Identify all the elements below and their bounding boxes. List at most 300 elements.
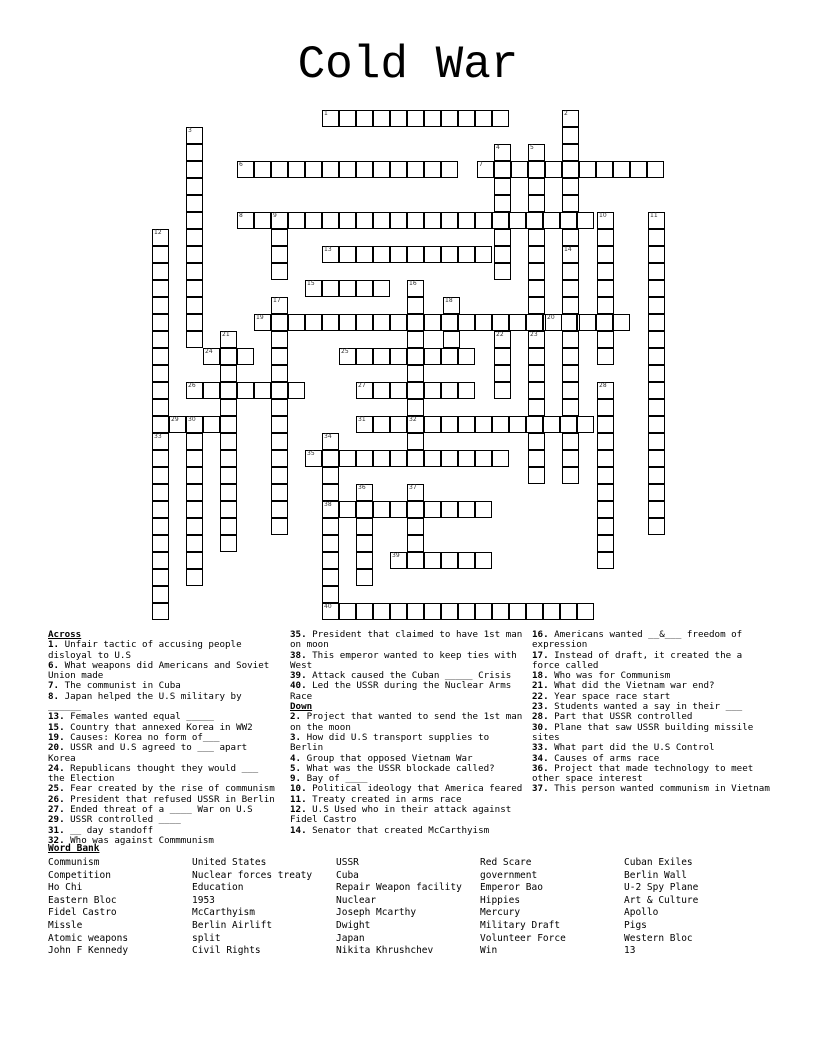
grid-cell[interactable]: [271, 229, 288, 246]
grid-cell[interactable]: [220, 450, 237, 467]
grid-cell[interactable]: [271, 501, 288, 518]
grid-cell[interactable]: [356, 314, 373, 331]
grid-cell[interactable]: [237, 212, 254, 229]
grid-cell[interactable]: [254, 314, 271, 331]
grid-cell[interactable]: [543, 212, 560, 229]
grid-cell[interactable]: [648, 297, 665, 314]
grid-cell[interactable]: [322, 518, 339, 535]
grid-cell[interactable]: [356, 484, 373, 501]
grid-cell[interactable]: [305, 161, 322, 178]
grid-cell[interactable]: [597, 399, 614, 416]
grid-cell[interactable]: [186, 161, 203, 178]
grid-cell[interactable]: [648, 450, 665, 467]
grid-cell[interactable]: [186, 501, 203, 518]
grid-cell[interactable]: [373, 314, 390, 331]
grid-cell[interactable]: [373, 501, 390, 518]
grid-cell[interactable]: [475, 552, 492, 569]
grid-cell[interactable]: [373, 450, 390, 467]
grid-cell[interactable]: [339, 110, 356, 127]
grid-cell[interactable]: [562, 161, 579, 178]
grid-cell[interactable]: [528, 382, 545, 399]
grid-cell[interactable]: [271, 399, 288, 416]
grid-cell[interactable]: [339, 280, 356, 297]
grid-cell[interactable]: [407, 382, 424, 399]
grid-cell[interactable]: [407, 348, 424, 365]
grid-cell[interactable]: [424, 501, 441, 518]
grid-cell[interactable]: [271, 348, 288, 365]
grid-cell[interactable]: [528, 246, 545, 263]
grid-cell[interactable]: [648, 246, 665, 263]
grid-cell[interactable]: [528, 450, 545, 467]
grid-cell[interactable]: [528, 280, 545, 297]
grid-cell[interactable]: [390, 348, 407, 365]
grid-cell[interactable]: [339, 246, 356, 263]
grid-cell[interactable]: [339, 450, 356, 467]
grid-cell[interactable]: [441, 161, 458, 178]
grid-cell[interactable]: [322, 569, 339, 586]
grid-cell[interactable]: [562, 348, 579, 365]
grid-cell[interactable]: [271, 212, 288, 229]
grid-cell[interactable]: [509, 603, 526, 620]
grid-cell[interactable]: [254, 161, 271, 178]
grid-cell[interactable]: [339, 501, 356, 518]
grid-cell[interactable]: [458, 246, 475, 263]
grid-cell[interactable]: [390, 450, 407, 467]
grid-cell[interactable]: [597, 501, 614, 518]
grid-cell[interactable]: [271, 484, 288, 501]
grid-cell[interactable]: [407, 535, 424, 552]
grid-cell[interactable]: [494, 348, 511, 365]
grid-cell[interactable]: [424, 212, 441, 229]
grid-cell[interactable]: [424, 416, 441, 433]
grid-cell[interactable]: [543, 416, 560, 433]
grid-cell[interactable]: [322, 535, 339, 552]
grid-cell[interactable]: [562, 178, 579, 195]
grid-cell[interactable]: [186, 535, 203, 552]
grid-cell[interactable]: [579, 314, 596, 331]
grid-cell[interactable]: [424, 314, 441, 331]
grid-cell[interactable]: [562, 110, 579, 127]
grid-cell[interactable]: [492, 416, 509, 433]
grid-cell[interactable]: [597, 229, 614, 246]
grid-cell[interactable]: [597, 535, 614, 552]
grid-cell[interactable]: [356, 161, 373, 178]
grid-cell[interactable]: [271, 297, 288, 314]
grid-cell[interactable]: [458, 450, 475, 467]
grid-cell[interactable]: [528, 161, 545, 178]
grid-cell[interactable]: [648, 263, 665, 280]
grid-cell[interactable]: [305, 280, 322, 297]
grid-cell[interactable]: [356, 348, 373, 365]
grid-cell[interactable]: [577, 212, 594, 229]
grid-cell[interactable]: [492, 450, 509, 467]
grid-cell[interactable]: [322, 246, 339, 263]
grid-cell[interactable]: [220, 433, 237, 450]
grid-cell[interactable]: [596, 161, 613, 178]
grid-cell[interactable]: [152, 433, 169, 450]
grid-cell[interactable]: [271, 365, 288, 382]
grid-cell[interactable]: [441, 416, 458, 433]
grid-cell[interactable]: [526, 603, 543, 620]
grid-cell[interactable]: [305, 450, 322, 467]
grid-cell[interactable]: [407, 552, 424, 569]
grid-cell[interactable]: [441, 212, 458, 229]
grid-cell[interactable]: [648, 484, 665, 501]
grid-cell[interactable]: [322, 314, 339, 331]
grid-cell[interactable]: [186, 467, 203, 484]
grid-cell[interactable]: [407, 484, 424, 501]
grid-cell[interactable]: [424, 450, 441, 467]
grid-cell[interactable]: [597, 450, 614, 467]
grid-cell[interactable]: [373, 348, 390, 365]
grid-cell[interactable]: [186, 450, 203, 467]
grid-cell[interactable]: [169, 416, 186, 433]
grid-cell[interactable]: [492, 212, 509, 229]
grid-cell[interactable]: [322, 603, 339, 620]
grid-cell[interactable]: [458, 212, 475, 229]
grid-cell[interactable]: [322, 467, 339, 484]
grid-cell[interactable]: [356, 416, 373, 433]
grid-cell[interactable]: [254, 212, 271, 229]
grid-cell[interactable]: [407, 331, 424, 348]
grid-cell[interactable]: [597, 518, 614, 535]
grid-cell[interactable]: [562, 246, 579, 263]
grid-cell[interactable]: [356, 552, 373, 569]
grid-cell[interactable]: [528, 263, 545, 280]
grid-cell[interactable]: [494, 195, 511, 212]
grid-cell[interactable]: [441, 382, 458, 399]
grid-cell[interactable]: [186, 314, 203, 331]
grid-cell[interactable]: [339, 603, 356, 620]
grid-cell[interactable]: [152, 314, 169, 331]
grid-cell[interactable]: [526, 314, 543, 331]
grid-cell[interactable]: [322, 450, 339, 467]
grid-cell[interactable]: [288, 314, 305, 331]
grid-cell[interactable]: [458, 348, 475, 365]
grid-cell[interactable]: [475, 416, 492, 433]
grid-cell[interactable]: [152, 450, 169, 467]
grid-cell[interactable]: [373, 382, 390, 399]
grid-cell[interactable]: [220, 382, 237, 399]
grid-cell[interactable]: [356, 450, 373, 467]
grid-cell[interactable]: [562, 399, 579, 416]
grid-cell[interactable]: [579, 161, 596, 178]
grid-cell[interactable]: [424, 110, 441, 127]
grid-cell[interactable]: [322, 501, 339, 518]
grid-cell[interactable]: [424, 552, 441, 569]
grid-cell[interactable]: [152, 569, 169, 586]
grid-cell[interactable]: [441, 450, 458, 467]
grid-cell[interactable]: [186, 416, 203, 433]
grid-cell[interactable]: [597, 348, 614, 365]
grid-cell[interactable]: [475, 110, 492, 127]
grid-cell[interactable]: [647, 161, 664, 178]
grid-cell[interactable]: [407, 399, 424, 416]
grid-cell[interactable]: [322, 280, 339, 297]
grid-cell[interactable]: [203, 382, 220, 399]
grid-cell[interactable]: [477, 161, 494, 178]
grid-cell[interactable]: [356, 501, 373, 518]
grid-cell[interactable]: [271, 518, 288, 535]
grid-cell[interactable]: [648, 212, 665, 229]
grid-cell[interactable]: [424, 246, 441, 263]
grid-cell[interactable]: [407, 212, 424, 229]
grid-cell[interactable]: [441, 501, 458, 518]
grid-cell[interactable]: [186, 212, 203, 229]
grid-cell[interactable]: [186, 552, 203, 569]
grid-cell[interactable]: [475, 246, 492, 263]
grid-cell[interactable]: [390, 416, 407, 433]
grid-cell[interactable]: [545, 314, 562, 331]
grid-cell[interactable]: [186, 195, 203, 212]
grid-cell[interactable]: [648, 399, 665, 416]
grid-cell[interactable]: [186, 144, 203, 161]
grid-cell[interactable]: [528, 348, 545, 365]
grid-cell[interactable]: [390, 212, 407, 229]
grid-cell[interactable]: [373, 246, 390, 263]
grid-cell[interactable]: [494, 246, 511, 263]
grid-cell[interactable]: [339, 314, 356, 331]
grid-cell[interactable]: [562, 195, 579, 212]
grid-cell[interactable]: [597, 416, 614, 433]
grid-cell[interactable]: [220, 331, 237, 348]
grid-cell[interactable]: [356, 518, 373, 535]
grid-cell[interactable]: [186, 178, 203, 195]
grid-cell[interactable]: [356, 569, 373, 586]
grid-cell[interactable]: [509, 212, 526, 229]
grid-cell[interactable]: [543, 603, 560, 620]
grid-cell[interactable]: [597, 246, 614, 263]
grid-cell[interactable]: [528, 229, 545, 246]
grid-cell[interactable]: [390, 501, 407, 518]
grid-cell[interactable]: [152, 280, 169, 297]
grid-cell[interactable]: [373, 161, 390, 178]
grid-cell[interactable]: [271, 161, 288, 178]
grid-cell[interactable]: [630, 161, 647, 178]
grid-cell[interactable]: [648, 280, 665, 297]
grid-cell[interactable]: [220, 518, 237, 535]
grid-cell[interactable]: [152, 297, 169, 314]
grid-cell[interactable]: [152, 518, 169, 535]
grid-cell[interactable]: [407, 280, 424, 297]
grid-cell[interactable]: [441, 552, 458, 569]
grid-cell[interactable]: [648, 314, 665, 331]
grid-cell[interactable]: [648, 501, 665, 518]
grid-cell[interactable]: [220, 501, 237, 518]
grid-cell[interactable]: [560, 603, 577, 620]
grid-cell[interactable]: [356, 212, 373, 229]
grid-cell[interactable]: [186, 127, 203, 144]
grid-cell[interactable]: [424, 382, 441, 399]
grid-cell[interactable]: [186, 246, 203, 263]
grid-cell[interactable]: [492, 314, 509, 331]
grid-cell[interactable]: [458, 110, 475, 127]
grid-cell[interactable]: [443, 297, 460, 314]
grid-cell[interactable]: [407, 416, 424, 433]
grid-cell[interactable]: [648, 331, 665, 348]
grid-cell[interactable]: [560, 314, 577, 331]
grid-cell[interactable]: [458, 314, 475, 331]
grid-cell[interactable]: [152, 382, 169, 399]
grid-cell[interactable]: [356, 110, 373, 127]
grid-cell[interactable]: [220, 535, 237, 552]
grid-cell[interactable]: [152, 535, 169, 552]
grid-cell[interactable]: [186, 280, 203, 297]
grid-cell[interactable]: [424, 161, 441, 178]
grid-cell[interactable]: [339, 348, 356, 365]
grid-cell[interactable]: [220, 365, 237, 382]
grid-cell[interactable]: [597, 433, 614, 450]
grid-cell[interactable]: [494, 144, 511, 161]
grid-cell[interactable]: [356, 382, 373, 399]
grid-cell[interactable]: [562, 263, 579, 280]
grid-cell[interactable]: [648, 229, 665, 246]
grid-cell[interactable]: [613, 314, 630, 331]
grid-cell[interactable]: [528, 433, 545, 450]
grid-cell[interactable]: [458, 552, 475, 569]
grid-cell[interactable]: [648, 518, 665, 535]
grid-cell[interactable]: [271, 382, 288, 399]
grid-cell[interactable]: [597, 382, 614, 399]
grid-cell[interactable]: [528, 297, 545, 314]
grid-cell[interactable]: [494, 382, 511, 399]
grid-cell[interactable]: [458, 603, 475, 620]
grid-cell[interactable]: [390, 246, 407, 263]
grid-cell[interactable]: [373, 603, 390, 620]
grid-cell[interactable]: [494, 263, 511, 280]
grid-cell[interactable]: [152, 348, 169, 365]
grid-cell[interactable]: [441, 348, 458, 365]
grid-cell[interactable]: [288, 161, 305, 178]
grid-cell[interactable]: [475, 450, 492, 467]
grid-cell[interactable]: [526, 212, 543, 229]
grid-cell[interactable]: [186, 484, 203, 501]
grid-cell[interactable]: [271, 331, 288, 348]
grid-cell[interactable]: [407, 110, 424, 127]
grid-cell[interactable]: [271, 433, 288, 450]
grid-cell[interactable]: [288, 212, 305, 229]
grid-cell[interactable]: [271, 467, 288, 484]
grid-cell[interactable]: [562, 297, 579, 314]
grid-cell[interactable]: [390, 382, 407, 399]
grid-cell[interactable]: [271, 263, 288, 280]
grid-cell[interactable]: [407, 450, 424, 467]
grid-cell[interactable]: [407, 603, 424, 620]
grid-cell[interactable]: [511, 161, 528, 178]
grid-cell[interactable]: [648, 348, 665, 365]
grid-cell[interactable]: [271, 314, 288, 331]
grid-cell[interactable]: [528, 144, 545, 161]
grid-cell[interactable]: [203, 348, 220, 365]
grid-cell[interactable]: [562, 280, 579, 297]
grid-cell[interactable]: [562, 229, 579, 246]
grid-cell[interactable]: [494, 331, 511, 348]
grid-cell[interactable]: [577, 603, 594, 620]
grid-cell[interactable]: [152, 586, 169, 603]
grid-cell[interactable]: [441, 603, 458, 620]
grid-cell[interactable]: [305, 314, 322, 331]
grid-cell[interactable]: [648, 467, 665, 484]
grid-cell[interactable]: [494, 365, 511, 382]
grid-cell[interactable]: [152, 603, 169, 620]
grid-cell[interactable]: [152, 229, 169, 246]
grid-cell[interactable]: [562, 433, 579, 450]
grid-cell[interactable]: [186, 518, 203, 535]
grid-cell[interactable]: [407, 501, 424, 518]
grid-cell[interactable]: [322, 484, 339, 501]
grid-cell[interactable]: [528, 331, 545, 348]
grid-cell[interactable]: [390, 603, 407, 620]
grid-cell[interactable]: [186, 331, 203, 348]
grid-cell[interactable]: [458, 382, 475, 399]
grid-cell[interactable]: [152, 331, 169, 348]
grid-cell[interactable]: [562, 127, 579, 144]
grid-cell[interactable]: [186, 433, 203, 450]
grid-cell[interactable]: [152, 484, 169, 501]
grid-cell[interactable]: [458, 501, 475, 518]
grid-cell[interactable]: [562, 382, 579, 399]
grid-cell[interactable]: [356, 246, 373, 263]
grid-cell[interactable]: [305, 212, 322, 229]
grid-cell[interactable]: [356, 280, 373, 297]
grid-cell[interactable]: [322, 552, 339, 569]
grid-cell[interactable]: [339, 212, 356, 229]
grid-cell[interactable]: [441, 246, 458, 263]
grid-cell[interactable]: [407, 433, 424, 450]
grid-cell[interactable]: [441, 110, 458, 127]
grid-cell[interactable]: [492, 603, 509, 620]
grid-cell[interactable]: [152, 399, 169, 416]
grid-cell[interactable]: [424, 603, 441, 620]
grid-cell[interactable]: [545, 161, 562, 178]
grid-cell[interactable]: [407, 297, 424, 314]
grid-cell[interactable]: [577, 416, 594, 433]
grid-cell[interactable]: [186, 382, 203, 399]
grid-cell[interactable]: [356, 603, 373, 620]
grid-cell[interactable]: [220, 416, 237, 433]
grid-cell[interactable]: [526, 416, 543, 433]
grid-cell[interactable]: [475, 603, 492, 620]
grid-cell[interactable]: [597, 484, 614, 501]
grid-cell[interactable]: [152, 416, 169, 433]
grid-cell[interactable]: [528, 365, 545, 382]
grid-cell[interactable]: [494, 178, 511, 195]
grid-cell[interactable]: [475, 314, 492, 331]
grid-cell[interactable]: [528, 399, 545, 416]
grid-cell[interactable]: [528, 195, 545, 212]
grid-cell[interactable]: [560, 212, 577, 229]
grid-cell[interactable]: [648, 382, 665, 399]
grid-cell[interactable]: [494, 229, 511, 246]
grid-cell[interactable]: [203, 416, 220, 433]
grid-cell[interactable]: [186, 229, 203, 246]
grid-cell[interactable]: [373, 416, 390, 433]
grid-cell[interactable]: [562, 467, 579, 484]
grid-cell[interactable]: [390, 161, 407, 178]
grid-cell[interactable]: [186, 263, 203, 280]
grid-cell[interactable]: [237, 382, 254, 399]
grid-cell[interactable]: [390, 314, 407, 331]
grid-cell[interactable]: [237, 348, 254, 365]
grid-cell[interactable]: [271, 416, 288, 433]
grid-cell[interactable]: [271, 450, 288, 467]
grid-cell[interactable]: [186, 297, 203, 314]
grid-cell[interactable]: [613, 161, 630, 178]
grid-cell[interactable]: [220, 484, 237, 501]
grid-cell[interactable]: [271, 246, 288, 263]
grid-cell[interactable]: [458, 416, 475, 433]
grid-cell[interactable]: [509, 314, 526, 331]
